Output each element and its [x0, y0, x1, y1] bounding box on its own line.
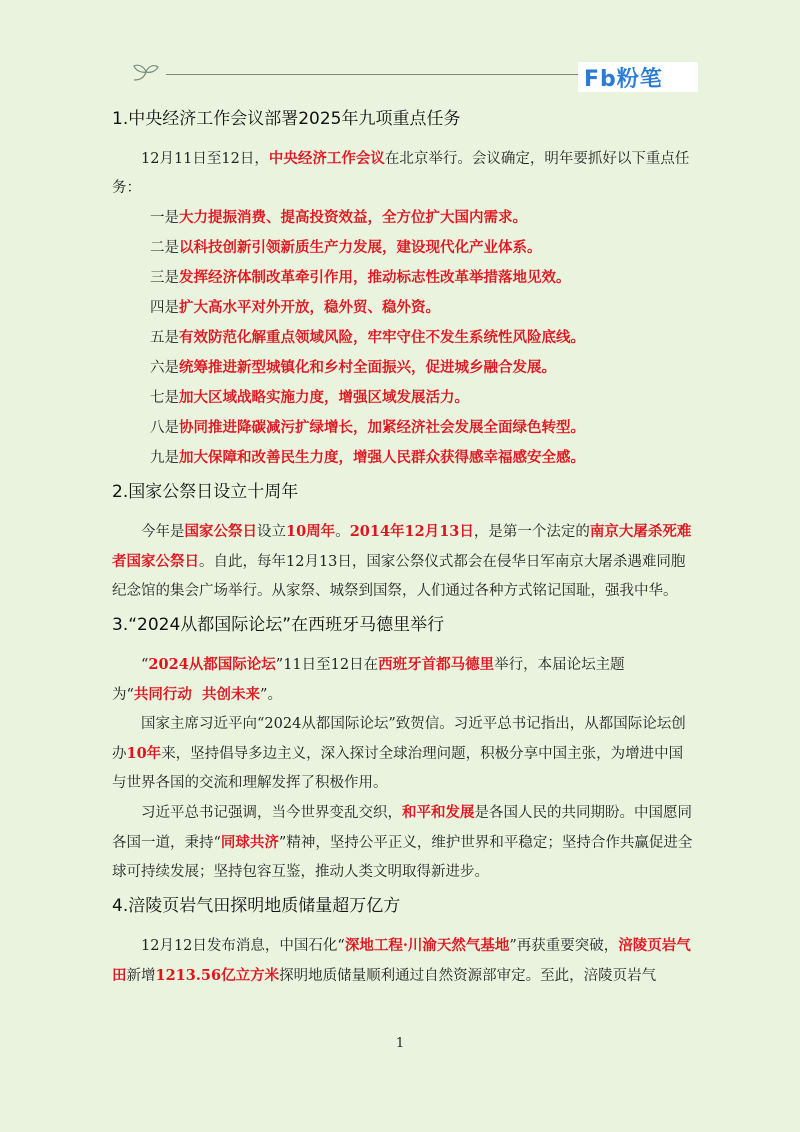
item-prefix: 七是: [150, 390, 179, 406]
task-item: [112, 233, 696, 263]
section-3-paragraph-1: [112, 650, 696, 710]
text: 习近平总书记强调，当今世界变乱交织，: [141, 805, 402, 821]
item-prefix: 六是: [150, 360, 179, 376]
text: 是各国人民的共同期盼。中国愿同各国一道，秉持“: [112, 805, 692, 851]
highlight: 和平和发展: [402, 804, 475, 821]
item-prefix: 八是: [150, 420, 179, 436]
text: ”精神，坚持公平正义，维护世界和平稳定；坚持合作共赢促进全球可持续发展；坚持包容互鉴，推动人类文明取得新进步。: [112, 835, 693, 880]
text: 在北京举行。会议确定，明年要抓好以下重点任务：: [112, 151, 690, 196]
text: ”。: [260, 687, 282, 703]
task-item: [112, 353, 696, 383]
item-text: 加大区域战略实施力度，增强区域发展活力。: [179, 389, 469, 406]
highlight: 2024从都国际论坛: [148, 656, 276, 673]
section-2-paragraph: [112, 517, 696, 606]
item-prefix: 五是: [150, 330, 179, 346]
text: “: [141, 657, 149, 673]
text: 探明地质储量顺利通过自然资源部审定。至此，涪陵页岩气: [279, 968, 657, 984]
item-text: 以科技创新引领新质生产力发展，建设现代化产业体系。: [179, 239, 542, 256]
section-1-intro: [112, 144, 696, 203]
highlight: 10周年: [286, 523, 336, 540]
item-text: 大力提振消费、提高投资效益，全方位扩大国内需求。: [179, 209, 527, 226]
highlight: 涪陵页岩气田: [112, 937, 691, 984]
task-item: [112, 203, 696, 233]
text: ，是第一个法定的: [473, 524, 590, 540]
item-text: 扩大高水平对外开放，稳外贸、稳外资。: [179, 299, 440, 316]
highlight: 同球共济: [220, 834, 279, 851]
leaf-sprout-icon: [130, 60, 162, 86]
page-number: 1: [395, 1036, 405, 1051]
highlight: 1213.56亿立方米: [155, 967, 280, 984]
header-divider: [166, 74, 586, 75]
text: 今年是: [141, 524, 185, 540]
text: 设立: [257, 524, 286, 540]
highlight: 共同行动 共创未来: [133, 686, 261, 703]
text: 国家主席习近平向“2024从都国际论坛”致贺信。习近平总书记指出，从都国际论坛创办: [112, 716, 686, 762]
section-3-paragraph-3: [112, 798, 696, 887]
text: 新增: [126, 968, 156, 984]
text: ”11日至12日在: [275, 657, 379, 673]
text: 来，坚持倡导多边主义，深入探讨全球治理问题，积极分享中国主张，为增进中国与世界各国的交流和理解发挥了积极作用。: [112, 746, 684, 791]
section-3-title: 3.“2024从都国际论坛”在西班牙马德里举行: [112, 615, 445, 635]
item-text: 加大保障和改善民生力度，增强人民群众获得感幸福感安全感。: [179, 449, 585, 466]
text: ”再获重要突破，: [509, 938, 619, 954]
highlight: 深地工程·川渝天然气基地: [344, 937, 510, 954]
highlight: 南京大屠杀死难者国家公祭日: [112, 523, 692, 570]
section-3-paragraph-2: [112, 710, 696, 798]
item-text: 统筹推进新型城镇化和乡村全面振兴，促进城乡融合发展。: [179, 359, 556, 376]
highlight: 西班牙首都马德里: [378, 656, 495, 673]
item-text: 有效防范化解重点领域风险，牢牢守住不发生系统性风险底线。: [179, 329, 585, 346]
text: 12月11日至12日，: [141, 151, 269, 167]
section-4-title: 4.涪陵页岩气田探明地质储量超万亿方: [112, 896, 401, 916]
text: 。自此，每年12月13日，国家公祭仪式都会在侵华日军南京大屠杀遇难同胞纪念馆的集会广场举行。从家祭、城祭到国祭，人们通过各种方式铭记国耻，强我中华。: [112, 554, 686, 599]
item-prefix: 九是: [150, 450, 179, 466]
task-item: [112, 323, 696, 353]
text: 。: [335, 524, 350, 540]
fenbi-logo: [578, 62, 698, 92]
highlight: 国家公祭日: [184, 523, 257, 540]
item-text: 发挥经济体制改革牵引作用，推动标志性改革举措落地见效。: [179, 269, 571, 286]
item-prefix: 四是: [150, 300, 179, 316]
section-1-title: 1.中央经济工作会议部署2025年九项重点任务: [112, 109, 461, 129]
item-prefix: 三是: [150, 270, 179, 286]
task-item: [112, 293, 696, 323]
task-item: [112, 443, 696, 473]
item-prefix: 一是: [150, 210, 179, 226]
section-2-title: 2.国家公祭日设立十周年: [112, 482, 299, 502]
text: 12月12日发布消息，中国石化“: [141, 938, 345, 954]
item-text: 协同推进降碳减污扩绿增长，加紧经济社会发展全面绿色转型。: [179, 419, 585, 436]
task-item: [112, 263, 696, 293]
logo-text: Fb粉笔: [584, 66, 663, 92]
highlight: 2014年12月13日: [349, 523, 474, 540]
text: 举行，本届论坛主题为“: [112, 657, 625, 703]
task-item: [112, 413, 696, 443]
item-prefix: 二是: [150, 240, 179, 256]
highlight: 中央经济工作会议: [268, 150, 385, 167]
section-4-paragraph: [112, 931, 696, 991]
task-item: [112, 383, 696, 413]
page-header: [120, 60, 700, 94]
highlight: 10年: [126, 745, 162, 762]
document-body: [112, 104, 696, 991]
